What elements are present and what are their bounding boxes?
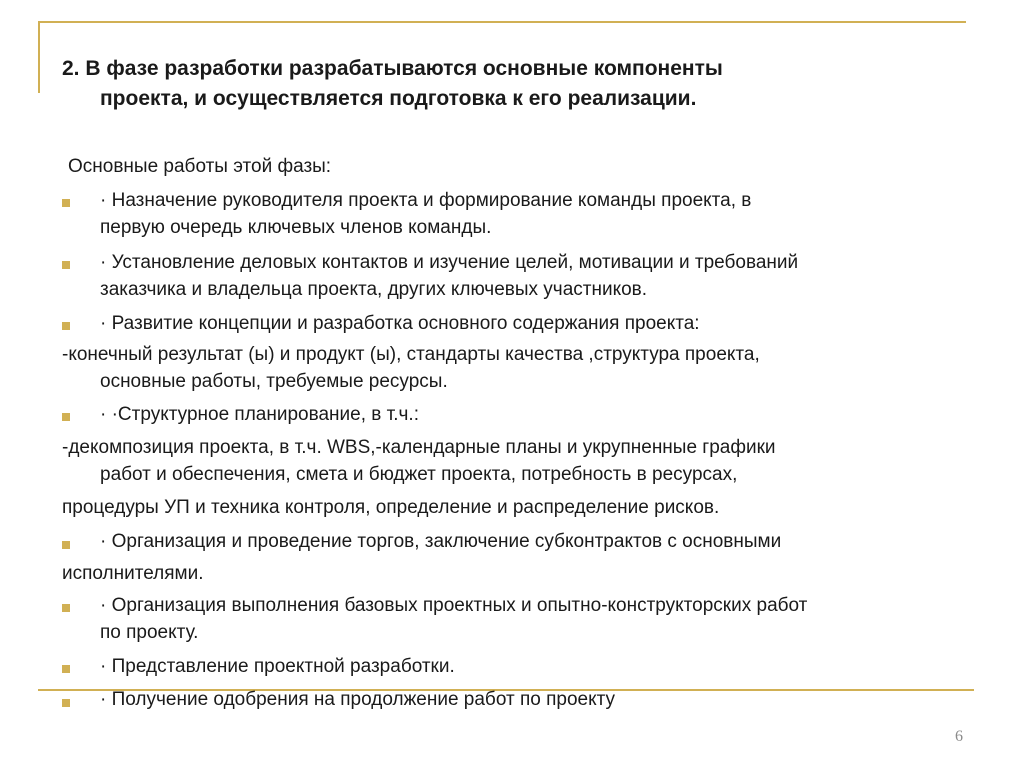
list-item-line: исполнителями. <box>62 563 204 584</box>
square-bullet-icon <box>62 699 70 707</box>
square-bullet-icon <box>62 604 70 612</box>
list-item-line: по проекту. <box>100 622 199 643</box>
list-item-line: · ·Структурное планирование, в т.ч.: <box>100 404 419 425</box>
list-item-line: · Установление деловых контактов и изучение целей, мотивации и требований <box>100 252 799 273</box>
square-bullet-icon <box>62 261 70 269</box>
square-bullet-icon <box>62 665 70 673</box>
sub-item-line: основные работы, требуемые ресурсы. <box>100 371 448 392</box>
sub-item-line: -конечный результат (ы) и продукт (ы), стандарты качества ,структура проекта, <box>62 344 760 365</box>
title-line-2: проекта, и осуществляется подготовка к его реализации. <box>100 87 697 110</box>
page-number: 6 <box>955 728 963 745</box>
list-item-line: заказчика и владельца проекта, других ключевых участников. <box>100 279 648 300</box>
list-item-line: · Развитие концепции и разработка основного содержания проекта: <box>100 313 700 334</box>
list-item-line: · Представление проектной разработки. <box>100 656 455 677</box>
square-bullet-icon <box>62 322 70 330</box>
square-bullet-icon <box>62 413 70 421</box>
top-divider <box>38 21 966 23</box>
slide-title <box>62 54 962 114</box>
list-item-line: · Назначение руководителя проекта и формирование команды проекта, в <box>100 190 752 211</box>
sub-item-line: процедуры УП и техника контроля, определение и распределение рисков. <box>62 497 720 518</box>
title-line-1: 2. В фазе разработки разрабатываются основные компоненты <box>62 57 723 80</box>
list-item-line: · Организация и проведение торгов, заключение субконтрактов с основными <box>100 531 782 552</box>
list-item-line: · Получение одобрения на продолжение работ по проекту <box>100 689 616 710</box>
list-item-line: первую очередь ключевых членов команды. <box>100 217 492 238</box>
list-item-line: · Организация выполнения базовых проектных и опытно-конструкторских работ <box>100 595 808 616</box>
title-accent-bar <box>38 21 40 93</box>
sub-item-line: работ и обеспечения, смета и бюджет проекта, потребность в ресурсах, <box>100 464 738 485</box>
square-bullet-icon <box>62 199 70 207</box>
square-bullet-icon <box>62 541 70 549</box>
sub-item-line: -декомпозиция проекта, в т.ч. WBS,-календарные планы и укрупненные графики <box>62 437 776 458</box>
section-subtitle: Основные работы этой фазы: <box>68 156 332 177</box>
